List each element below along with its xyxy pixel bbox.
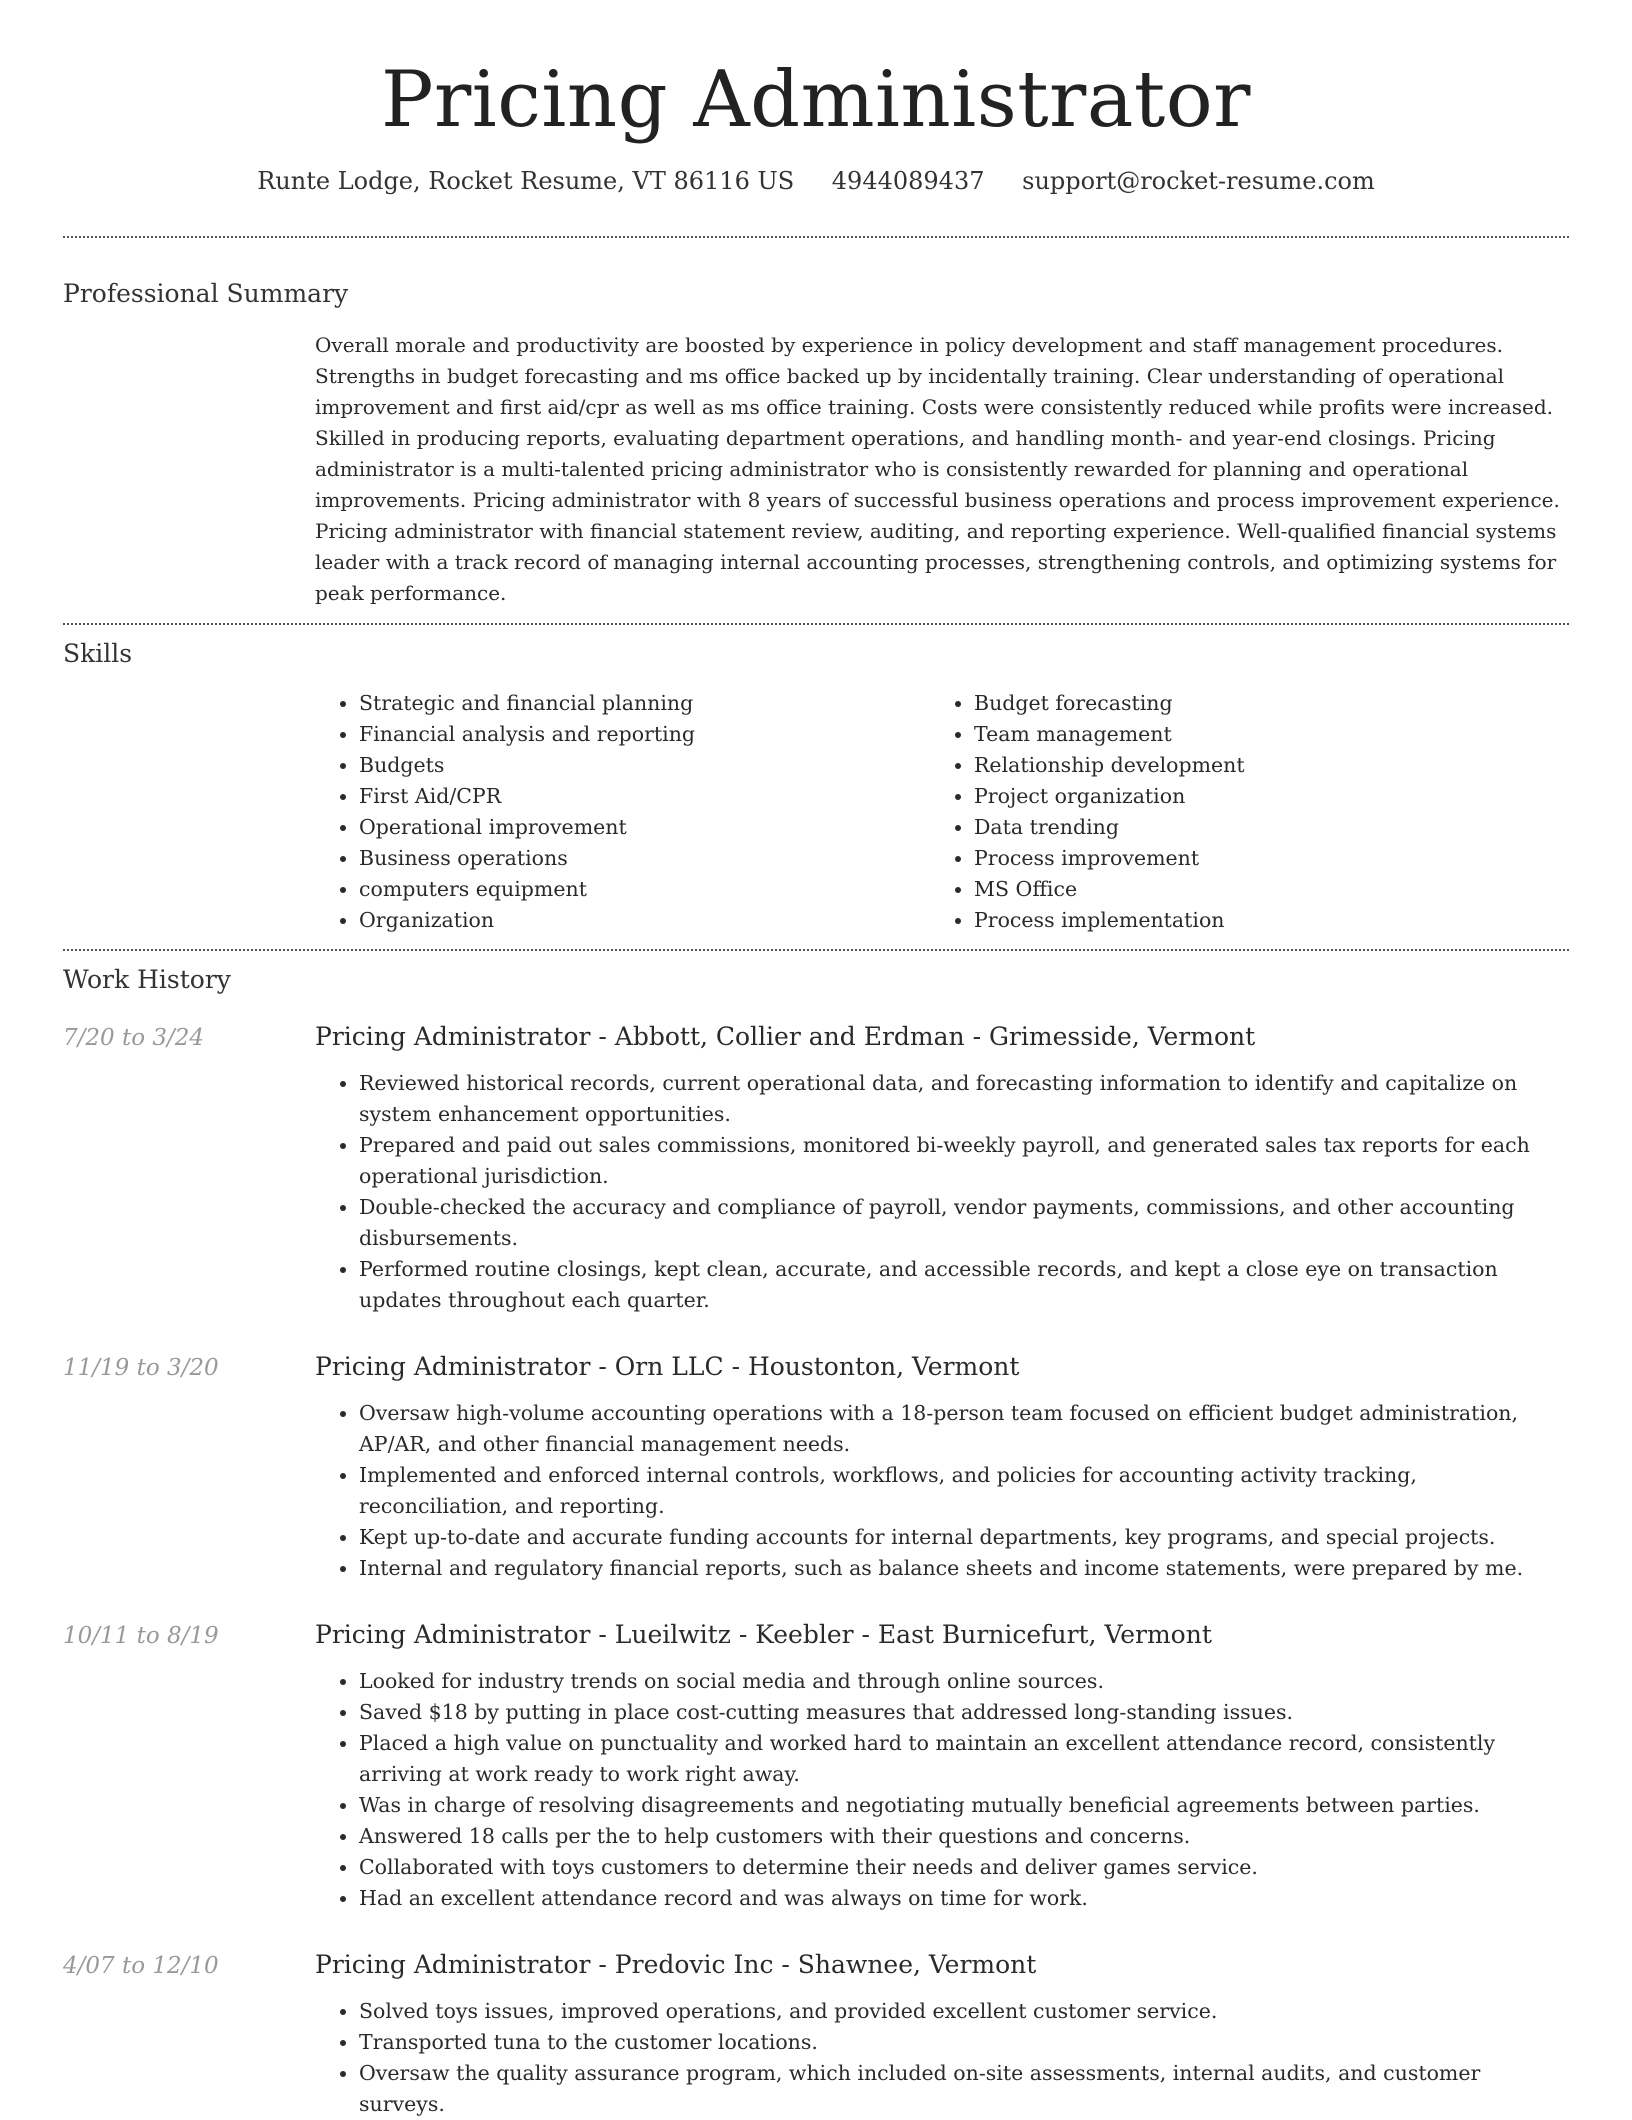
section-title-summary: Professional Summary — [63, 279, 349, 308]
job-dates: 11/19 to 3/20 — [63, 1355, 219, 1381]
job-bullet: • Saved $18 by putting in place cost-cutting measures that addressed long-standing issues. — [359, 1697, 1569, 1728]
skills-list-left — [315, 688, 930, 936]
job-title: Pricing Administrator - Lueilwitz - Keebler - East Burnicefurt, Vermont — [315, 1620, 1212, 1649]
skill-item: • Team management — [974, 719, 1545, 750]
job-title: Pricing Administrator - Predovic Inc - Shawnee, Vermont — [315, 1950, 1037, 1979]
job-bullet: • Prepared and paid out sales commissions, monitored bi-weekly payroll, and generated sales tax reports for each operational jurisdiction. — [359, 1130, 1569, 1192]
job-bullets — [315, 1068, 1569, 1316]
job-entry — [63, 1619, 1569, 1914]
skills-list-right — [930, 688, 1545, 936]
job-bullet: • Implemented and enforced internal controls, workflows, and policies for accounting activity tracking, reconciliation, and reporting. — [359, 1460, 1569, 1522]
skill-item: • Organization — [359, 905, 930, 936]
job-title: Pricing Administrator - Abbott, Collier and Erdman - Grimesside, Vermont — [315, 1022, 1256, 1051]
skill-item: • Relationship development — [974, 750, 1545, 781]
job-bullet: • Collaborated with toys customers to determine their needs and deliver games service. — [359, 1852, 1569, 1883]
job-dates: 4/07 to 12/10 — [63, 1953, 219, 1979]
job-bullets — [315, 1666, 1569, 1914]
summary-section — [63, 238, 1569, 609]
job-bullet: • Placed a high value on punctuality and worked hard to maintain an excellent attendance record, consistently arriving at work ready to work right away. — [359, 1728, 1569, 1790]
job-bullet: • Answered 18 calls per the to help customers with their questions and concerns. — [359, 1821, 1569, 1852]
skill-item: • Budget forecasting — [974, 688, 1545, 719]
job-bullet: • Oversaw the quality assurance program, which included on-site assessments, internal audits, and customer surveys. — [359, 2058, 1569, 2120]
contact-email: support@rocket-resume.com — [1022, 167, 1375, 195]
skills-section — [63, 625, 1569, 936]
job-header — [63, 1949, 1569, 1982]
contact-line — [63, 166, 1569, 196]
job-dates: 7/20 to 3/24 — [63, 1025, 205, 1051]
summary-text: Overall morale and productivity are boosted by experience in policy development and staff management procedures. Strengths in budget forecasting and ms office backed up by incidentally training. Clear understanding of operational improvement and first aid/cpr as well as ms office training. Costs were consistently reduced while profits were increased. Skilled in producing reports, evaluating department operations, and handling month- and year-end closings. Pricing administrator is a multi-talented pricing administrator who is consistently rewarded for planning and operational improvements. Pricing administrator with 8 years of successful business operations and process improvement experience. Pricing administrator with financial statement review, auditing, and reporting experience. Well-qualified financial systems leader with a track record of managing internal accounting processes, strengthening controls, and optimizing systems for peak performance. — [315, 333, 1560, 605]
job-bullets — [315, 1398, 1569, 1584]
job-entry — [63, 1949, 1569, 2120]
job-entry — [63, 1021, 1569, 1316]
skill-item: • Process improvement — [974, 843, 1545, 874]
skill-item: • MS Office — [974, 874, 1545, 905]
job-title: Pricing Administrator - Orn LLC - Houstonton, Vermont — [315, 1352, 1020, 1381]
job-bullet: • Double-checked the accuracy and compliance of payroll, vendor payments, commissions, and other accounting disbursements. — [359, 1192, 1569, 1254]
skill-item: • First Aid/CPR — [359, 781, 930, 812]
resume-name: Pricing Administrator — [381, 55, 1251, 145]
job-bullet: • Was in charge of resolving disagreements and negotiating mutually beneficial agreements between parties. — [359, 1790, 1569, 1821]
job-bullet: • Had an excellent attendance record and was always on time for work. — [359, 1883, 1569, 1914]
skill-item: • Process implementation — [974, 905, 1545, 936]
job-bullet: • Solved toys issues, improved operations, and provided excellent customer service. — [359, 1996, 1569, 2027]
skill-item: • Business operations — [359, 843, 930, 874]
section-title-work-history: Work History — [63, 965, 231, 994]
contact-address: Runte Lodge, Rocket Resume, VT 86116 US — [257, 167, 795, 195]
job-bullet: • Performed routine closings, kept clean, accurate, and accessible records, and kept a close eye on transaction updates throughout each quarter. — [359, 1254, 1569, 1316]
skill-item: • Operational improvement — [359, 812, 930, 843]
job-bullet: • Oversaw high-volume accounting operations with a 18-person team focused on efficient budget administration, AP/AR, and other financial management needs. — [359, 1398, 1569, 1460]
section-title-skills: Skills — [63, 639, 133, 668]
job-bullets — [315, 1996, 1569, 2120]
job-bullet: • Internal and regulatory financial reports, such as balance sheets and income statements, were prepared by me. — [359, 1553, 1569, 1584]
job-header — [63, 1351, 1569, 1384]
skill-item: • Strategic and financial planning — [359, 688, 930, 719]
skill-item: • Project organization — [974, 781, 1545, 812]
job-entry — [63, 1351, 1569, 1584]
job-bullet: • Looked for industry trends on social media and through online sources. — [359, 1666, 1569, 1697]
work-history-section — [63, 951, 1569, 2120]
job-bullet: • Reviewed historical records, current operational data, and forecasting information to identify and capitalize on system enhancement opportunities. — [359, 1068, 1569, 1130]
job-header — [63, 1619, 1569, 1652]
skill-item: • Budgets — [359, 750, 930, 781]
skills-grid — [315, 688, 1569, 936]
contact-phone: 4944089437 — [831, 167, 985, 195]
skill-item: • Financial analysis and reporting — [359, 719, 930, 750]
skill-item: • Data trending — [974, 812, 1545, 843]
job-header — [63, 1021, 1569, 1054]
skill-item: • computers equipment — [359, 874, 930, 905]
job-bullet: • Transported tuna to the customer locations. — [359, 2027, 1569, 2058]
job-bullet: • Kept up-to-date and accurate funding accounts for internal departments, key programs, and special projects. — [359, 1522, 1569, 1553]
job-dates: 10/11 to 8/19 — [63, 1623, 219, 1649]
